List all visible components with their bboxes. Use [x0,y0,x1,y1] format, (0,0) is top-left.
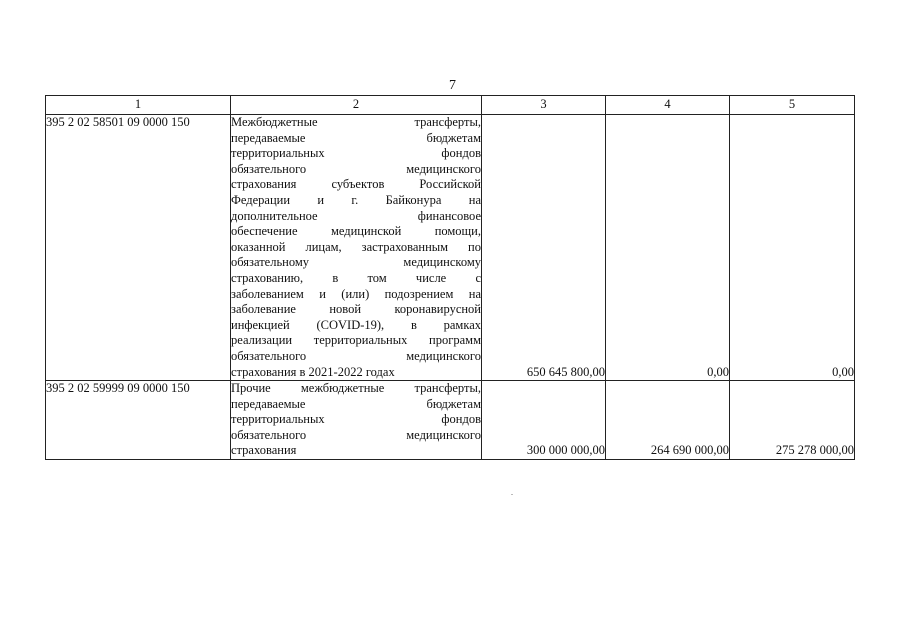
description-line: заболеванием и (или) подозрением на [231,286,481,301]
header-col-2: 2 [231,96,482,115]
table-header [46,96,855,115]
description-line: обязательного медицинского [231,161,481,176]
description-cell [231,381,482,460]
description-line: обязательному медицинскому [231,255,481,270]
description-line: реализации территориальных программ [231,333,481,348]
description-line: страхования субъектов Российской [231,177,481,192]
table-row [46,381,855,460]
description-line: инфекцией (COVID-19), в рамках [231,317,481,332]
description-line: Прочие межбюджетные трансферты, [231,381,481,396]
description-line: Федерации и г. Байконура на [231,192,481,207]
table-row [46,115,855,381]
amount-col-4: 0,00 [606,115,730,381]
description-line: оказанной лицам, застрахованным по [231,239,481,254]
scan-speck [511,494,513,495]
amount-col-3: 300 000 000,00 [482,381,606,460]
amount-col-5: 275 278 000,00 [730,381,855,460]
header-col-3: 3 [482,96,606,115]
description-line: передаваемые бюджетам [231,396,481,411]
description-line: обязательного медицинского [231,427,481,442]
description-line: Межбюджетные трансферты, [231,115,481,129]
budget-code: 395 2 02 58501 09 0000 150 [46,115,231,381]
amount-col-5: 0,00 [730,115,855,381]
description-cell [231,115,482,381]
page-number: 7 [449,78,456,93]
header-col-4: 4 [606,96,730,115]
description-line: передаваемые бюджетам [231,130,481,145]
description-line: заболевание новой коронавирусной [231,302,481,317]
header-row [46,96,855,115]
description-line: страхованию, в том числе с [231,270,481,285]
description-line: страхования в 2021-2022 годах [231,364,395,379]
description-line: дополнительное финансовое [231,208,481,223]
description-line: территориальных фондов [231,146,481,161]
header-col-1: 1 [46,96,231,115]
description-line: территориальных фондов [231,412,481,427]
description-line: страхования [231,443,297,458]
budget-code: 395 2 02 59999 09 0000 150 [46,381,231,460]
budget-table [45,95,855,460]
amount-col-4: 264 690 000,00 [606,381,730,460]
description-line: обеспечение медицинской помощи, [231,224,481,239]
amount-col-3: 650 645 800,00 [482,115,606,381]
description-line: обязательного медицинского [231,348,481,363]
header-col-5: 5 [730,96,855,115]
